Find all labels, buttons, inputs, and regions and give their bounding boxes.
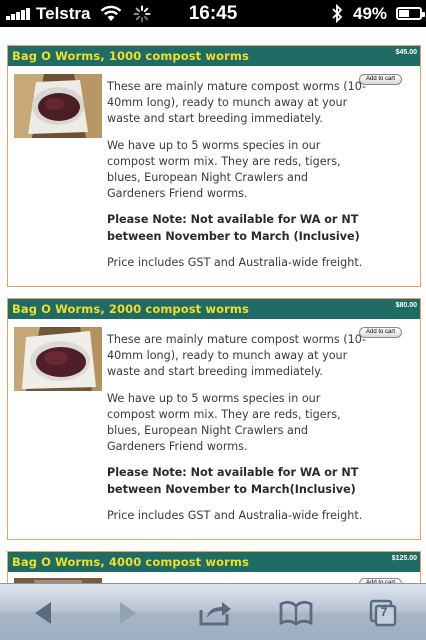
description-paragraph: These are mainly mature compost worms (10-40mm long), ready to munch away at your waste and start breeding immediately. xyxy=(107,80,366,126)
bluetooth-icon xyxy=(331,4,343,23)
availability-note: Please Note: Not available for WA or NT between November to March(Inclusive) xyxy=(107,466,359,496)
battery-icon xyxy=(396,7,422,20)
product-title[interactable]: Bag O Worms, 4000 compost worms xyxy=(12,555,249,569)
share-button[interactable] xyxy=(186,584,246,640)
product-price: $125.00 xyxy=(391,554,417,562)
bookmarks-icon xyxy=(278,600,314,626)
clock: 16:45 xyxy=(188,3,238,24)
product-title[interactable]: Bag O Worms, 1000 compost worms xyxy=(12,49,249,63)
availability-note: Please Note: Not available for WA or NT between November to March (Inclusive) xyxy=(107,213,360,243)
description-paragraph: We have up to 5 worms species in our compost worm mix. They are reds, tigers, blues, European Night Crawlers and Gardeners Friend worms. xyxy=(107,138,341,201)
product-description xyxy=(107,79,367,281)
product-price: $80.00 xyxy=(395,301,417,309)
description-paragraph: We have up to 5 worms species in our compost worm mix. They are reds, tigers, blues, European Night Crawlers and Gardeners Friend worms. xyxy=(107,391,341,454)
carrier-name: Telstra xyxy=(36,4,91,23)
product-header xyxy=(8,46,420,66)
back-arrow-icon xyxy=(31,600,55,626)
add-to-cart-button[interactable]: Add to cart xyxy=(359,74,402,85)
back-button[interactable] xyxy=(13,584,73,640)
forward-arrow-icon xyxy=(116,600,140,626)
forward-button[interactable] xyxy=(98,584,158,640)
product-card xyxy=(7,298,421,540)
product-card xyxy=(7,45,421,287)
price-info: Price includes GST and Australia-wide freight. xyxy=(107,255,363,269)
share-icon xyxy=(198,600,234,626)
product-header xyxy=(8,552,420,572)
status-bar xyxy=(0,0,426,27)
browser-toolbar xyxy=(0,583,426,640)
add-to-cart-button[interactable]: Add to cart xyxy=(359,578,402,583)
product-image[interactable] xyxy=(14,327,102,391)
product-description xyxy=(107,332,367,534)
page-content[interactable] xyxy=(0,27,426,583)
product-price: $45.00 xyxy=(395,48,417,56)
price-info: Price includes GST and Australia-wide freight. xyxy=(107,508,363,522)
description-paragraph: These are mainly mature compost worms (10-40mm long), ready to munch away at your waste and start breeding immediately. xyxy=(107,333,366,379)
product-title[interactable]: Bag O Worms, 2000 compost worms xyxy=(12,302,249,316)
bookmarks-button[interactable] xyxy=(266,584,326,640)
add-to-cart-button[interactable]: Add to cart xyxy=(359,327,402,338)
product-image[interactable] xyxy=(14,74,102,138)
product-header xyxy=(8,299,420,319)
battery-percent: 49% xyxy=(353,4,388,23)
product-card xyxy=(7,551,421,583)
tab-count: 7 xyxy=(380,605,388,619)
